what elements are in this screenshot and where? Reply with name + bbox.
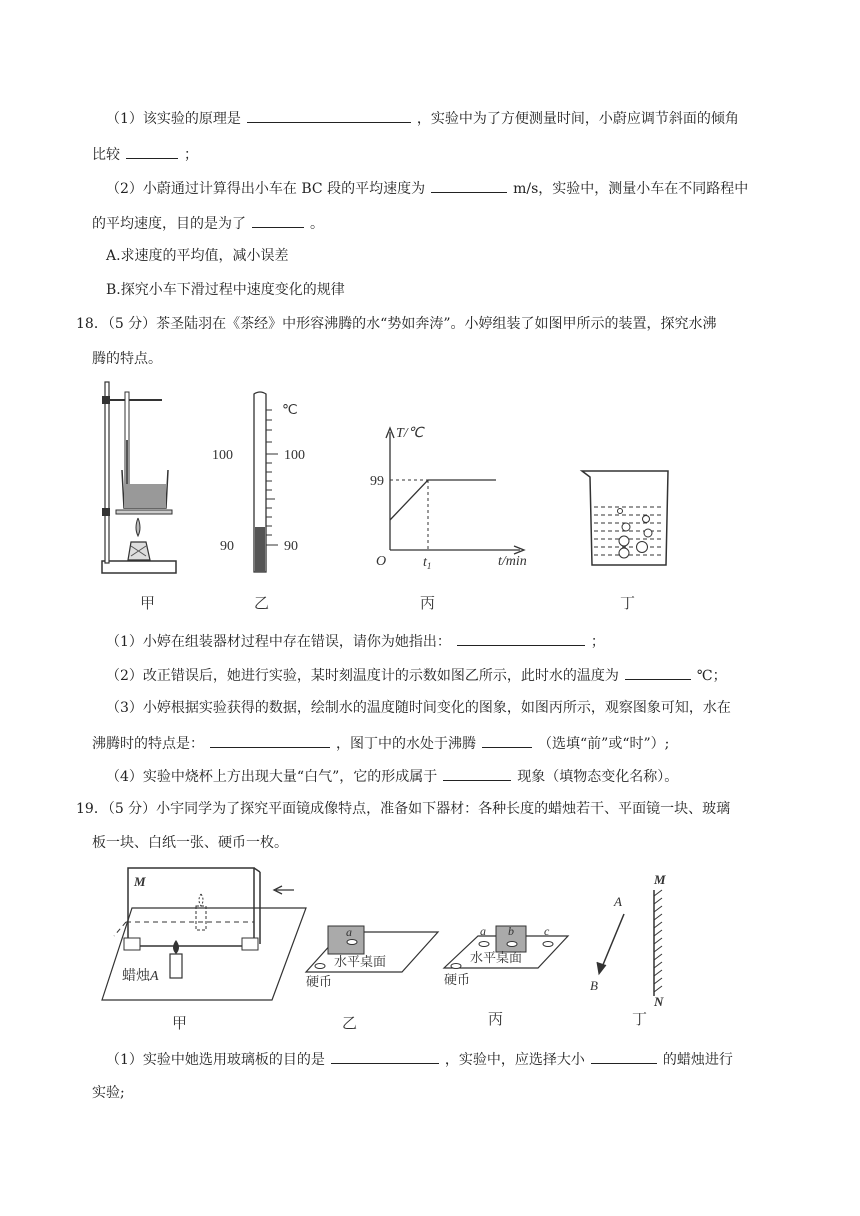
white-paper	[102, 908, 306, 1000]
burner-flame	[136, 518, 140, 536]
coin	[315, 964, 325, 969]
label-b: B	[590, 978, 598, 993]
q19-caption-ding: 丁	[632, 1010, 648, 1028]
beaker-water	[124, 484, 166, 508]
q19-part1-line1: （1）实验中她选用玻璃板的目的是 ，实验中，应选择大小 的蜡烛进行	[106, 1049, 733, 1070]
q17-part2-line1: （2）小蔚通过计算得出小车在 BC 段的平均速度为 m/s，实验中，测量小车在不同路程中	[106, 178, 748, 199]
y-axis-label: T/℃	[396, 426, 424, 441]
q19-stem-line1: 19．（5 分）小宇同学为了探究平面镜成像特点，准备如下器材：各种长度的蜡烛若干、平面镜一块、玻璃	[76, 801, 731, 817]
label-desk: 水平桌面	[334, 954, 387, 969]
label-b: b	[508, 924, 514, 938]
q19-fig-yi-setup	[302, 920, 442, 1010]
label-candle: 蜡烛A	[122, 969, 159, 984]
q18-fig-bing-graph	[368, 420, 548, 570]
q18-caption-jia: 甲	[140, 594, 156, 612]
q19-caption-yi: 乙	[342, 1014, 358, 1032]
q17-part1-line2: 比较 ；	[92, 144, 198, 165]
mercury-column	[255, 527, 265, 572]
q19-fig-ding-mirror	[584, 868, 684, 1008]
answer-blank[interactable]	[247, 108, 411, 123]
coin-image-a	[347, 940, 357, 945]
label-m: M	[654, 872, 666, 887]
tick-100-left: 100	[212, 448, 233, 463]
q17-option-a: A.求速度的平均值，减小误差	[106, 248, 289, 264]
clamp-knob	[102, 396, 110, 404]
answer-blank[interactable]	[591, 1049, 657, 1064]
x-axis-label: t/min	[498, 554, 527, 569]
tick-90-left: 90	[220, 539, 234, 554]
position-b	[507, 942, 517, 947]
wire-gauze	[116, 510, 172, 514]
q18-part3-line1: （3）小婷根据实验获得的数据，绘制水的温度随时间变化的图象，如图丙所示，观察图象可知，水在	[106, 700, 731, 716]
label-c: c	[544, 924, 550, 938]
stand-rod	[105, 382, 109, 563]
q17-option-b: B.探究小车下滑过程中速度变化的规律	[106, 282, 345, 298]
tick-100-right: 100	[284, 448, 305, 463]
q19-fig-jia-setup	[100, 862, 310, 1012]
plate-holder-right	[242, 938, 258, 950]
answer-blank[interactable]	[331, 1049, 439, 1064]
mirror-hatching	[654, 890, 662, 992]
q18-part2: （2）改正错误后，她进行实验，某时刻温度计的示数如图乙所示，此时水的温度为 ℃；	[106, 665, 727, 686]
label-coin: 硬币	[444, 972, 471, 987]
answer-blank[interactable]	[482, 733, 532, 748]
candle-a-body	[170, 954, 182, 978]
q18-fig-yi-thermometer	[210, 390, 320, 580]
unit-label: ℃	[282, 403, 298, 418]
label-a: a	[346, 925, 352, 939]
q18-fig-ding-beaker	[580, 465, 680, 575]
q19-part1-line2: 实验;	[92, 1085, 125, 1101]
origin-label: O	[376, 554, 387, 569]
q17-part1-line1: （1）该实验的原理是 ，实验中为了方便测量时间，小蔚应调节斜面的倾角	[106, 108, 739, 129]
position-c	[543, 942, 553, 947]
q19-caption-bing: 丙	[488, 1010, 504, 1028]
q18-part1: （1）小婷在组装器材过程中存在错误，请你为她指出： ；	[106, 631, 605, 652]
temperature-curve	[390, 480, 496, 520]
q19-stem-line2: 板一块、白纸一张、硬币一枚。	[92, 835, 288, 851]
q18-caption-yi: 乙	[254, 594, 270, 612]
scale-ticks	[266, 410, 278, 545]
plate-holder-left	[124, 938, 140, 950]
answer-blank[interactable]	[126, 144, 178, 159]
answer-blank[interactable]	[210, 733, 330, 748]
glass-plate-edge	[254, 868, 260, 872]
object-arrow-head	[597, 962, 606, 974]
label-coin: 硬币	[306, 974, 333, 989]
answer-blank[interactable]	[457, 631, 585, 646]
label-m: M	[134, 874, 146, 889]
t1-label: $t_1$	[423, 555, 432, 571]
answer-blank[interactable]	[431, 178, 507, 193]
q18-stem-line2: 腾的特点。	[92, 351, 162, 367]
tick-90-right: 90	[284, 539, 298, 554]
q19-fig-bing-setup	[442, 922, 572, 1012]
answer-blank[interactable]	[252, 213, 304, 228]
q18-part4: （4）实验中烧杯上方出现大量“白气”，它的形成属于 现象（填物态变化名称）。	[106, 766, 678, 787]
q17-part2-line2: 的平均速度，目的是为了 。	[92, 213, 324, 234]
label-a: a	[480, 924, 486, 938]
q18-fig-jia-apparatus	[98, 380, 178, 580]
y-99-label: 99	[370, 474, 384, 489]
position-a	[479, 942, 489, 947]
q18-stem-line1: 18．（5 分）茶圣陆羽在《茶经》中形容沸腾的水“势如奔涛”。小婷组装了如图甲所示的装置，探究水沸	[76, 316, 717, 332]
stand-base	[102, 561, 176, 573]
label-desk: 水平桌面	[470, 950, 523, 965]
q18-part3-line2: 沸腾时的特点是： ，图丁中的水处于沸腾 （选填“前”或“时”）;	[92, 733, 669, 754]
answer-blank[interactable]	[625, 665, 691, 680]
q18-caption-bing: 丙	[420, 594, 436, 612]
label-n: N	[654, 994, 664, 1009]
image-flame	[199, 894, 203, 906]
ring-knob	[102, 508, 110, 516]
coin	[451, 964, 461, 969]
q18-caption-ding: 丁	[620, 594, 636, 612]
q19-caption-jia: 甲	[172, 1014, 188, 1032]
label-a: A	[614, 894, 622, 909]
object-arrow-ab	[600, 914, 624, 972]
answer-blank[interactable]	[443, 766, 511, 781]
